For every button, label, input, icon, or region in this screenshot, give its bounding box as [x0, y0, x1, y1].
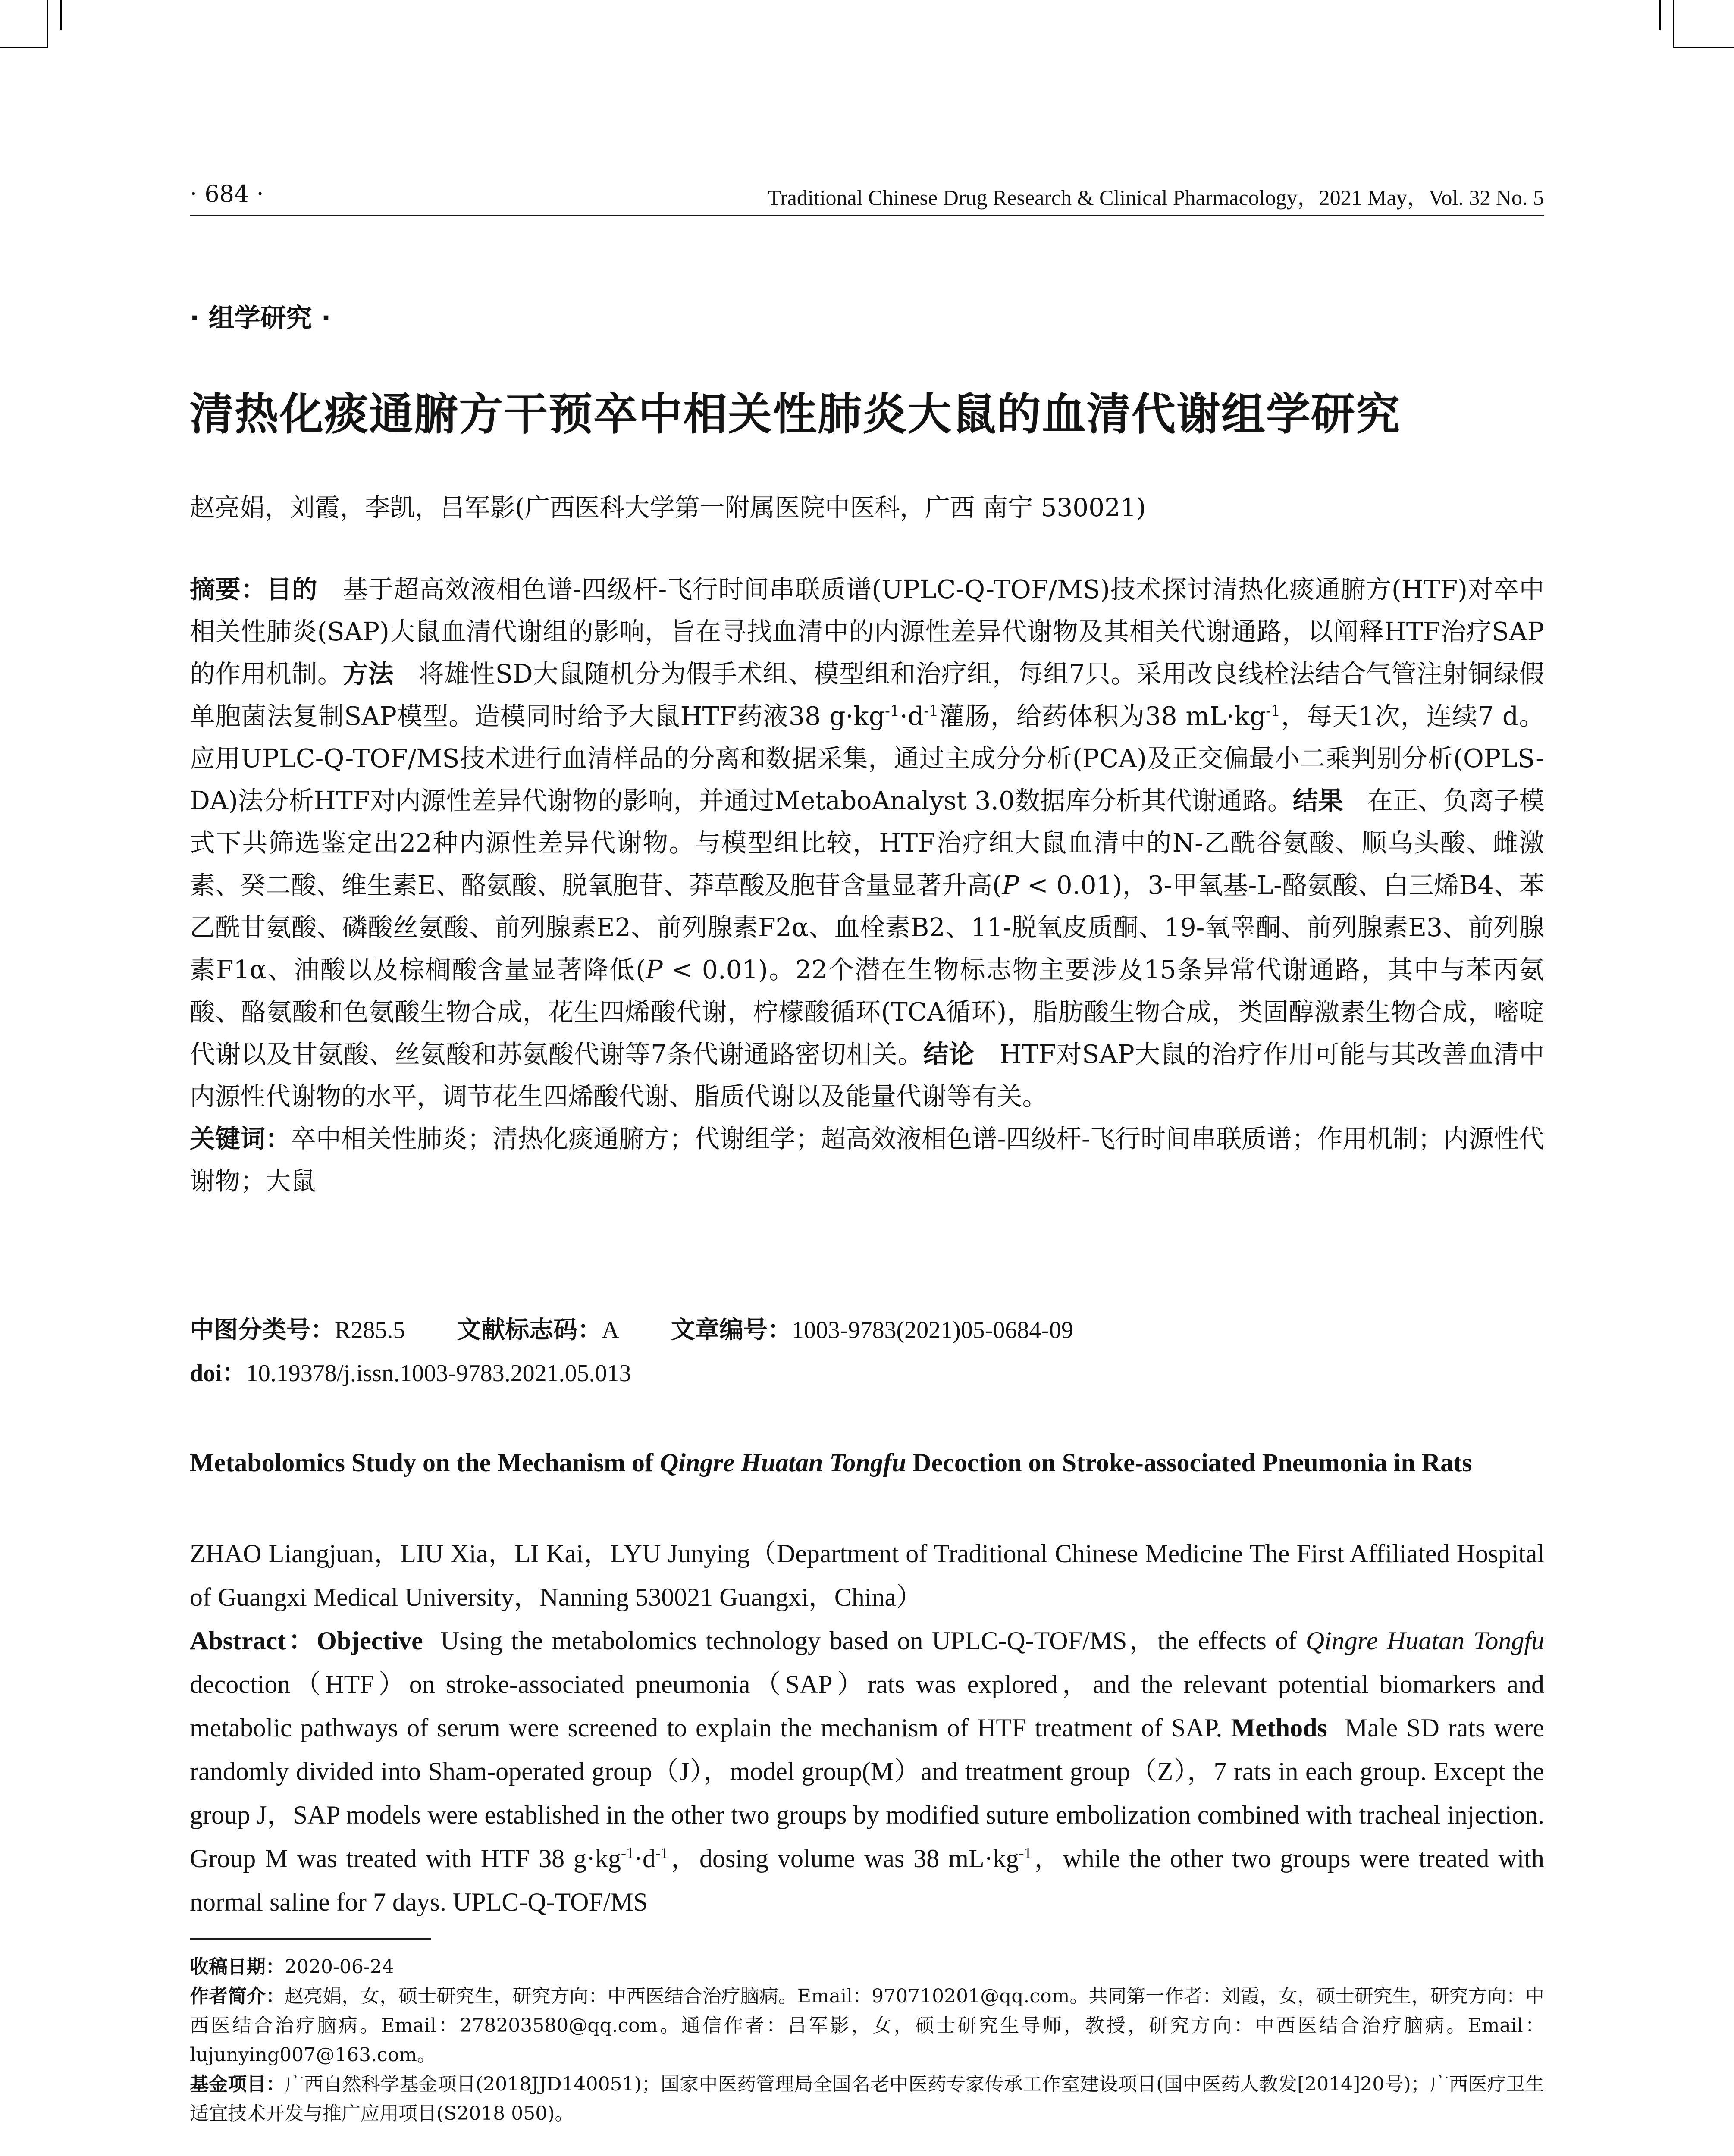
doi-label: doi： — [190, 1360, 246, 1387]
section-tag: · 组学研究 · — [190, 303, 331, 333]
crop-mark-top-left-v2 — [60, 0, 62, 30]
footnotes — [190, 1952, 1544, 2128]
authors-en: ZHAO Liangjuan，LIU Xia，LI Kai，LYU Junying（Department of Traditional Chinese Medicine The First Affiliated Hospital of Guangxi Medical University，Nanning 530021 Guangxi，China） — [190, 1539, 1544, 1611]
crop-mark-top-left-v — [47, 0, 48, 48]
header-rule — [190, 215, 1544, 216]
footnote-fund: 基金项目：广西自然科学基金项目(2018JJD140051)；国家中医药管理局全国名老中医药专家传承工作室建设项目(国中医药人教发[2014]20号)；广西医疗卫生适宜技术开发与推广应用项目(S2018 050)。 — [190, 2073, 1545, 2125]
article-no-label: 文章编号： — [671, 1316, 792, 1344]
methods-label: 方法 — [343, 659, 394, 689]
footnote-author: 作者简介：赵亮娟，女，硕士研究生，研究方向：中西医结合治疗脑病。Email：970710201@qq.com。共同第一作者：刘霞，女，硕士研究生，研究方向：中西医结合治疗脑病。Email：278203580@qq.com。通信作者：吕军影，女，硕士研究生导师，教授，研究方向：中西医结合治疗脑病。Email：lujunying007@163.com。 — [190, 1985, 1544, 2066]
clc-label: 中图分类号： — [190, 1316, 335, 1344]
results-label: 结果 — [1292, 786, 1343, 815]
doc-code-value: A — [602, 1317, 619, 1344]
keywords-zh — [190, 1118, 1544, 1202]
objective-label: 目的 — [266, 575, 318, 604]
unit-exponent: -1 — [1266, 702, 1281, 720]
unit-exponent: -1 — [924, 702, 939, 720]
objective-en-label: Objective — [317, 1626, 423, 1655]
doi-line — [190, 1354, 631, 1388]
formula-name-italic: Qingre Huatan Tongfu — [659, 1448, 906, 1477]
conclusion-text: HTF对SAP大鼠的治疗作用可能与其改善血清中内源性代谢物的水平，调节花生四烯酸代谢、脂质代谢以及能量代谢等有关。 — [190, 1040, 1544, 1111]
doc-code-label: 文献标志码： — [457, 1316, 602, 1344]
abstract-zh — [190, 568, 1544, 1202]
methods-text-1: 将雄性SD大鼠随机分为假手术组、模型组和治疗组，每组7只。采用改良线栓法结合气管注射铜绿假单胞菌法复制SAP模型。造模同时给予大鼠HTF药液38 g·kg — [190, 659, 1544, 731]
abstract-label: 摘要： — [190, 575, 267, 604]
clc-value: R285.5 — [335, 1317, 405, 1344]
conclusion-label: 结论 — [923, 1040, 975, 1069]
crop-mark-top-right-v — [1673, 0, 1674, 48]
abstract-en-label: Abstract： — [190, 1626, 317, 1655]
doi-value: 10.19378/j.issn.1003-9783.2021.05.013 — [246, 1360, 631, 1387]
footnote-rule — [190, 1938, 431, 1940]
methods-text-3: 灌肠，给药体积为38 mL·kg — [938, 702, 1266, 731]
unit-exponent: -1 — [885, 702, 900, 720]
article-no-value: 1003-9783(2021)05-0684-09 — [791, 1317, 1074, 1344]
crop-mark-top-right-v2 — [1659, 0, 1661, 30]
keywords-text: 卒中相关性肺炎；清热化痰通腑方；代谢组学；超高效液相色谱-四级杆-飞行时间串联质谱；作用机制；内源性代谢物；大鼠 — [190, 1124, 1544, 1196]
crop-mark-top-right-h — [1673, 47, 1734, 48]
methods-text-4: ，每天1次，连续7 d。应用UPLC-Q-TOF/MS技术进行血清样品的分离和数据采集，通过主成分分析(PCA)及正交偏最小二乘判别分析(OPLS-DA)法分析HTF对内源性差异代谢物的影响，并通过MetaboAnalyst 3.0数据库分析其代谢通路。 — [190, 702, 1544, 815]
p-value-symbol: P — [1002, 871, 1019, 900]
footnote-received: 收稿日期：2020-06-24 — [190, 1956, 394, 1978]
authors-zh: 赵亮娟，刘霞，李凯，吕军影(广西医科大学第一附属医院中医科，广西 南宁 530021) — [190, 493, 1146, 522]
article-title-en: Metabolomics Study on the Mechanism of Qingre Huatan Tongfu Decoction on Stroke-associated Pneumonia in Rats — [190, 1448, 1472, 1477]
article-title-zh: 清热化痰通腑方干预卒中相关性肺炎大鼠的血清代谢组学研究 — [190, 389, 1401, 440]
results-text-2: < 0.01)，3-甲氧基-L-酪氨酸、白三烯B4、苯乙酰甘氨酸、磷酸丝氨酸、前列腺素E2、前列腺素F2α、血栓素B2、11-脱氧皮质酮、19-氧睾酮、前列腺素E3、前列腺素F1α、油酸以及棕榈酸含量显著降低( — [190, 871, 1544, 984]
keywords-label: 关键词： — [190, 1124, 291, 1153]
methods-text-2: ·d — [900, 702, 924, 731]
objective-text: 基于超高效液相色谱-四级杆-飞行时间串联质谱(UPLC-Q-TOF/MS)技术探讨清热化痰通腑方(HTF)对卒中相关性肺炎(SAP)大鼠血清代谢组的影响，旨在寻找血清中的内源性差异代谢物及其相关代谢通路，以阐释HTF治疗SAP的作用机制。 — [190, 575, 1544, 689]
results-text-1: 在正、负离子模式下共筛选鉴定出22种内源性差异代谢物。与模型组比较，HTF治疗组大鼠血清中的N-乙酰谷氨酸、顺乌头酸、雌激素、癸二酸、维生素E、酪氨酸、脱氧胞苷、莽草酸及胞苷含量显著升高( — [190, 786, 1544, 900]
journal-citation: Traditional Chinese Drug Research & Clinical Pharmacology，2021 May，Vol. 32 No. 5 — [768, 185, 1544, 210]
crop-mark-top-left-h — [0, 47, 48, 48]
abstract-en: Abstract：Objective Using the metabolomics technology based on UPLC-Q-TOF/MS，the effects of Qingre Huatan Tongfu decoction（HTF）on stroke-associated pneumonia（SAP）rats was explored，and the relevant potential biomarkers and metabolic pathways of serum were screened to explain the mechanism of HTF treatment of SAP. Methods Male SD rats were randomly divided into Sham-operated group（J），model group(M）and treatment group（Z），7 rats in each group. Except the group J，SAP models were established in the other two groups by modified suture embolization combined with tracheal injection. Group M was treated with HTF 38 $g\cdot kg^{-1}\cdot d^{-1}$，dosing volume was 38 $mL\cdot kg^{-1}$，while the other two groups were treated with normal saline for 7 days. UPLC-Q-TOF/MS — [190, 1626, 1545, 1916]
page-number: · 684 · — [190, 180, 264, 207]
classification-line — [190, 1311, 1073, 1345]
results-text-3: < 0.01)。22个潜在生物标志物主要涉及15条异常代谢通路，其中与苯丙氨酸、酪氨酸和色氨酸生物合成，花生四烯酸代谢，柠檬酸循环(TCA循环)，脂肪酸生物合成，类固醇激素生物合成，嘧啶代谢以及甘氨酸、丝氨酸和苏氨酸代谢等7条代谢通路密切相关。 — [190, 955, 1544, 1069]
p-value-symbol: P — [646, 955, 663, 984]
methods-en-label: Methods — [1231, 1714, 1327, 1742]
